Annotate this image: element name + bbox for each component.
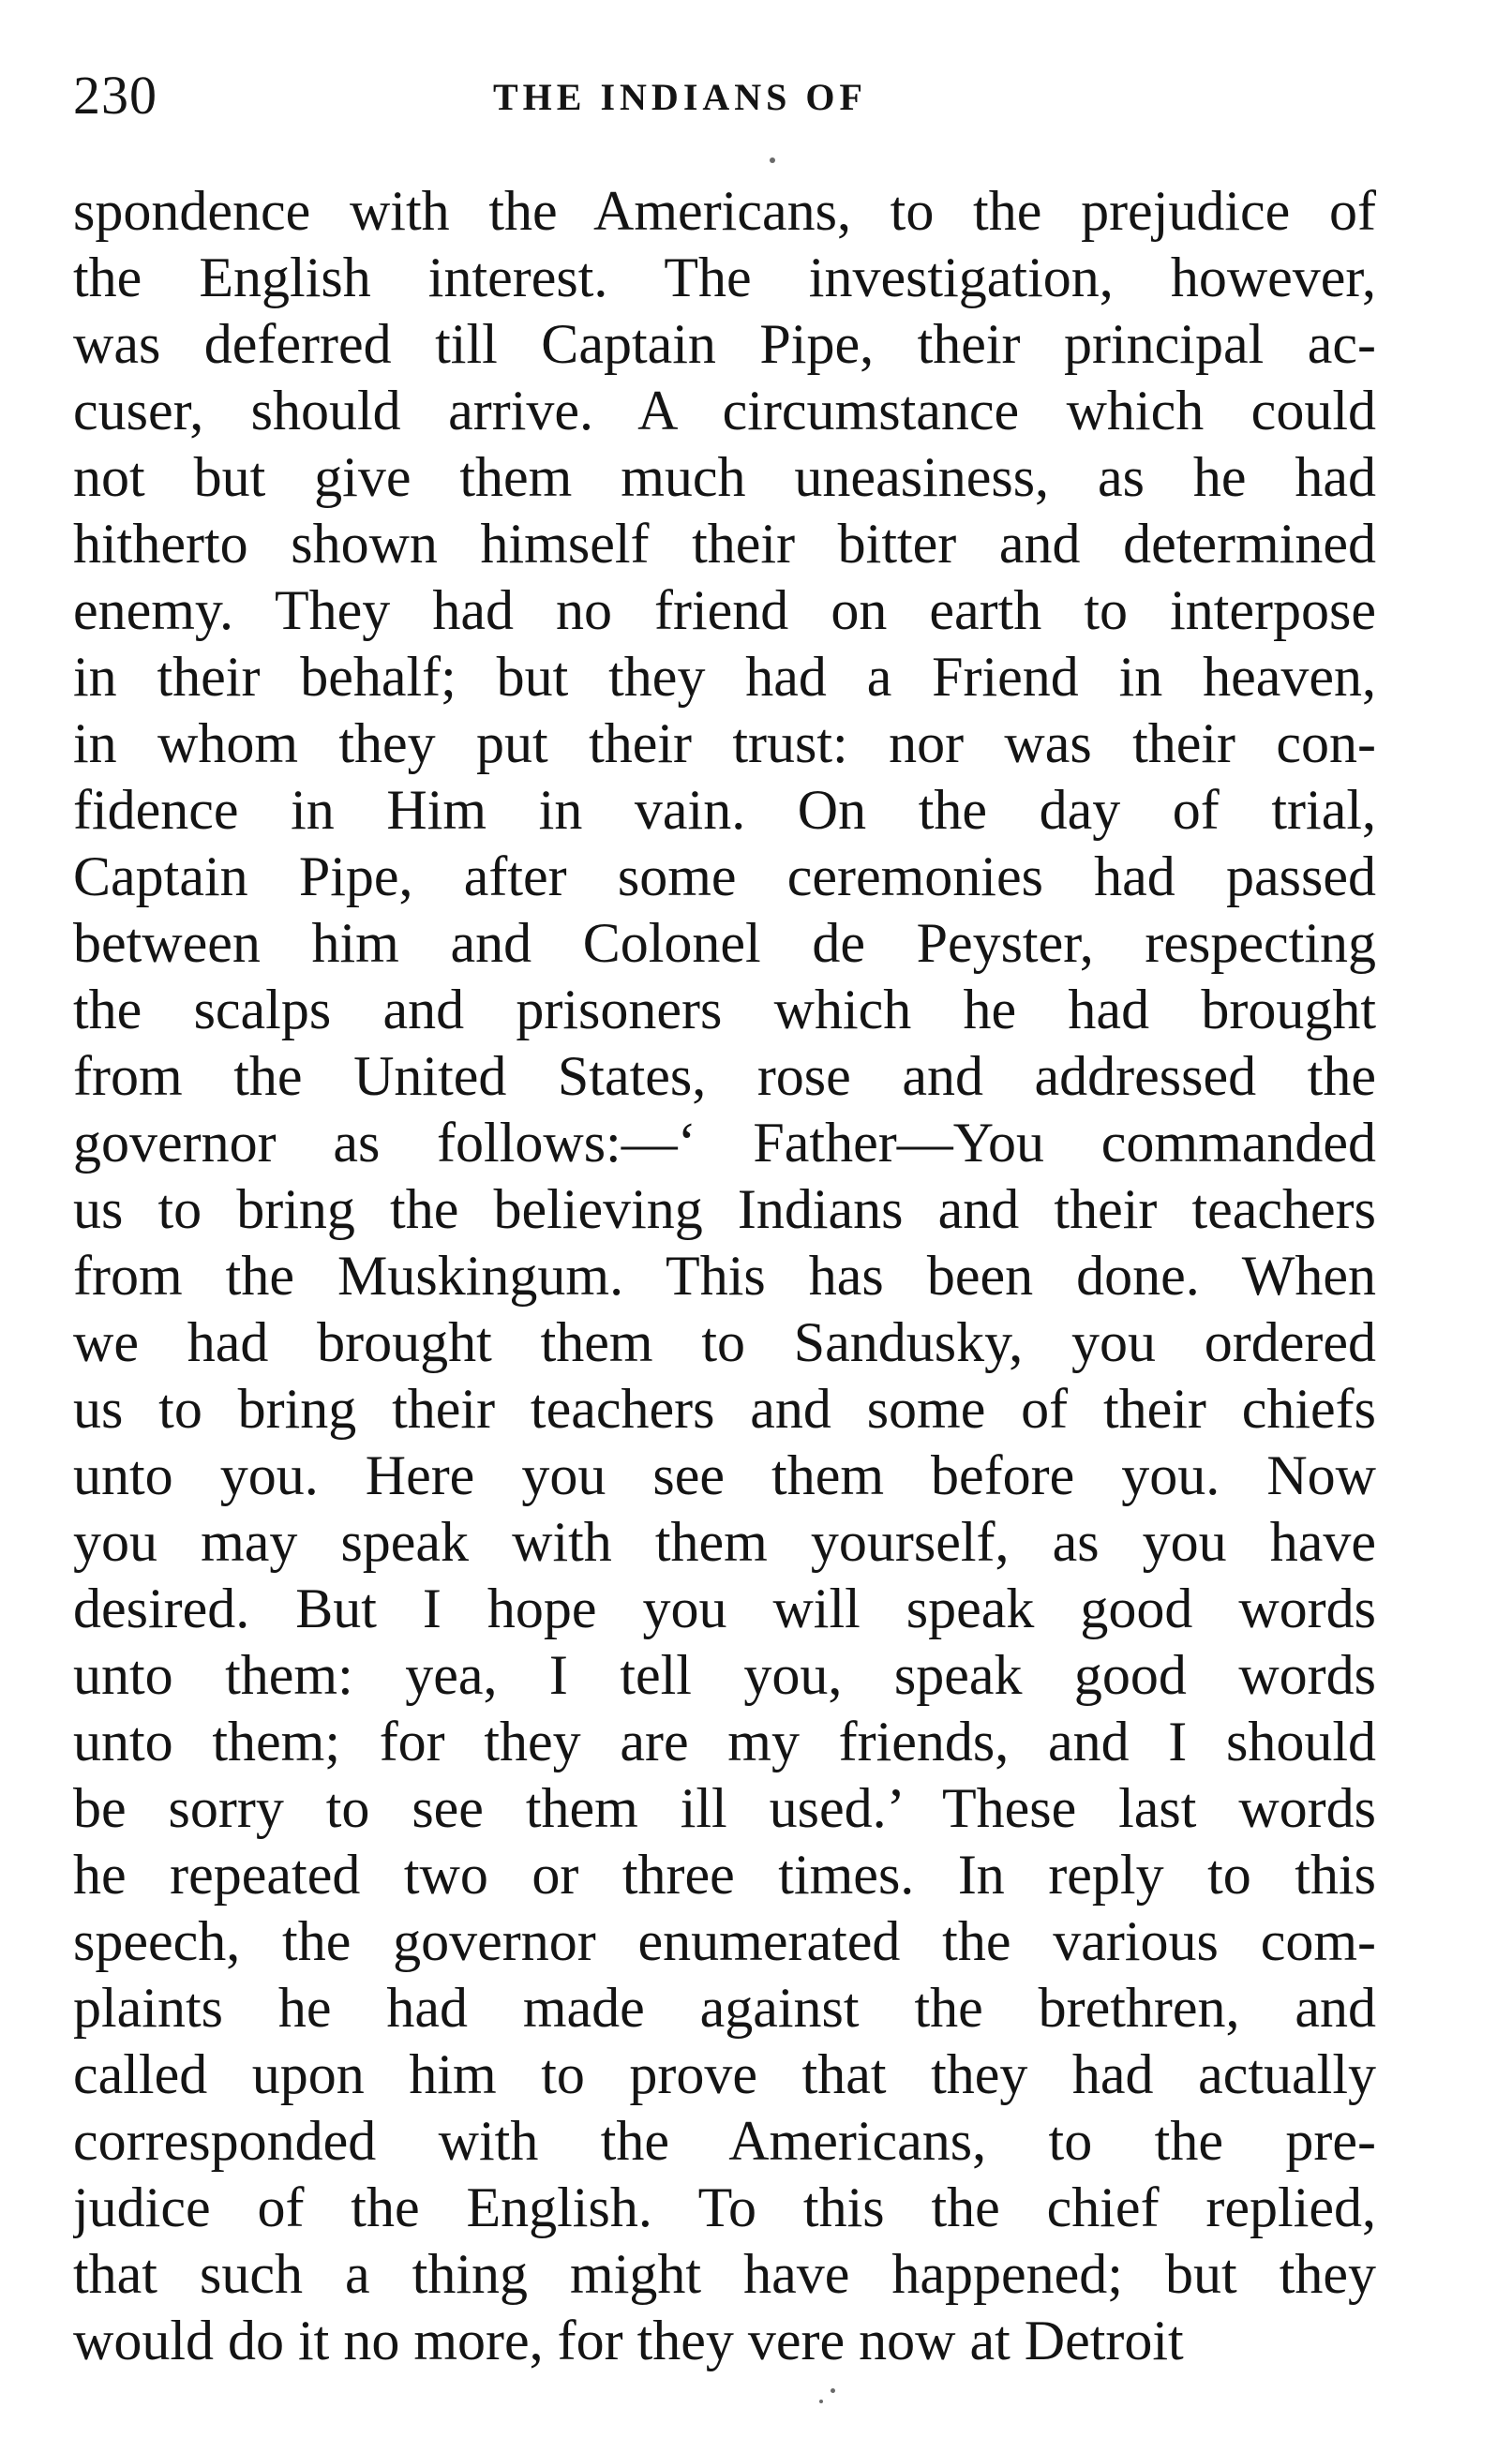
text-line: desired. But I hope you will speak good words xyxy=(73,1578,1376,1639)
text-line: spondence with the Americans, to the prejudice of xyxy=(73,180,1376,242)
text-line: us to bring their teachers and some of their chiefs xyxy=(73,1378,1376,1440)
text-line: in their behalf; but they had a Friend in heaven, xyxy=(73,646,1376,708)
body-text xyxy=(73,178,1376,2374)
text-line: in whom they put their trust: nor was their con- xyxy=(73,712,1376,774)
text-line: judice of the English. To this the chief replied, xyxy=(73,2176,1376,2238)
print-speck xyxy=(831,2388,835,2393)
text-line: you may speak with them yourself, as you have xyxy=(73,1511,1376,1573)
text-line: that such a thing might have happened; but they xyxy=(73,2243,1376,2305)
running-head xyxy=(73,58,1376,133)
text-line: unto them: yea, I tell you, speak good words xyxy=(73,1644,1376,1706)
print-speck xyxy=(770,157,775,163)
text-line: us to bring the believing Indians and their teachers xyxy=(73,1178,1376,1240)
text-line: fidence in Him in vain. On the day of trial, xyxy=(73,779,1376,841)
text-line: enemy. They had no friend on earth to interpose xyxy=(73,579,1376,641)
text-line: governor as follows:—‘ Father—You commanded xyxy=(73,1112,1376,1174)
text-line: cuser, should arrive. A circumstance which could xyxy=(73,380,1376,441)
page-number: 230 xyxy=(73,65,157,126)
text-line: was deferred till Captain Pipe, their principal ac- xyxy=(73,313,1376,375)
text-line: would do it no more, for they vere now at Detroit xyxy=(73,2310,1184,2371)
text-line: between him and Colonel de Peyster, respecting xyxy=(73,912,1376,974)
text-line: unto them; for they are my friends, and I should xyxy=(73,1711,1376,1772)
text-line: from the United States, rose and addressed the xyxy=(73,1045,1376,1107)
text-line: plaints he had made against the brethren, and xyxy=(73,1977,1376,2039)
text-line: from the Muskingum. This has been done. When xyxy=(73,1245,1376,1307)
text-line: we had brought them to Sandusky, you ordered xyxy=(73,1311,1376,1373)
text-line: the English interest. The investigation, however, xyxy=(73,247,1376,308)
text-line: corresponded with the Americans, to the pre- xyxy=(73,2110,1376,2172)
text-line: unto you. Here you see them before you. Now xyxy=(73,1444,1376,1506)
text-line: he repeated two or three times. In reply to this xyxy=(73,1844,1376,1906)
text-line: hitherto shown himself their bitter and determined xyxy=(73,513,1376,575)
text-line: the scalps and prisoners which he had brought xyxy=(73,979,1376,1040)
text-line: called upon him to prove that they had actually xyxy=(73,2043,1376,2105)
text-line: be sorry to see them ill used.’ These last words xyxy=(73,1777,1376,1839)
print-speck xyxy=(819,2400,823,2403)
running-head-title: THE INDIANS OF xyxy=(493,76,867,118)
text-line: not but give them much uneasiness, as he had xyxy=(73,446,1376,508)
text-line: Captain Pipe, after some ceremonies had passed xyxy=(73,845,1376,907)
text-line: speech, the governor enumerated the various com- xyxy=(73,1910,1376,1972)
